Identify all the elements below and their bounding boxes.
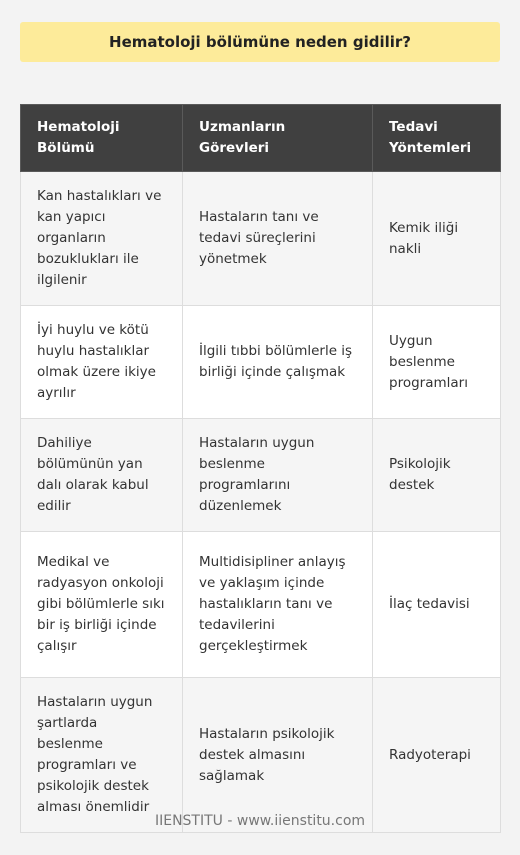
- table-cell: Uygun beslenme programları: [373, 306, 501, 419]
- table-cell: Kemik iliği nakli: [373, 172, 501, 306]
- table-row: [21, 678, 501, 833]
- column-header-duties: Uzmanların Görevleri: [183, 105, 373, 172]
- table-row: [21, 419, 501, 532]
- table-cell: Hastaların uygun beslenme programlarını düzenlemek: [183, 419, 373, 532]
- table-cell: Kan hastalıkları ve kan yapıcı organların bozuklukları ile ilgilenir: [21, 172, 183, 306]
- table-cell: Radyoterapi: [373, 678, 501, 833]
- table-cell: Dahiliye bölümünün yan dalı olarak kabul edilir: [21, 419, 183, 532]
- table-cell: Hastaların psikolojik destek almasını sağlamak: [183, 678, 373, 833]
- table-cell: İyi huylu ve kötü huylu hastalıklar olmak üzere ikiye ayrılır: [21, 306, 183, 419]
- table-row: [21, 306, 501, 419]
- table-row: [21, 532, 501, 678]
- table-header-row: [21, 105, 501, 172]
- table-cell: Psikolojik destek: [373, 419, 501, 532]
- page-title: Hematoloji bölümüne neden gidilir?: [20, 22, 500, 62]
- table-cell: Multidisipliner anlayış ve yaklaşım içinde hastalıkların tanı ve tedavilerini gerçekleştirmek: [183, 532, 373, 678]
- table-cell: İlaç tedavisi: [373, 532, 501, 678]
- column-header-treatments: Tedavi Yöntemleri: [373, 105, 501, 172]
- column-header-department: Hematoloji Bölümü: [21, 105, 183, 172]
- table-cell: İlgili tıbbi bölümlerle iş birliği içinde çalışmak: [183, 306, 373, 419]
- info-table: [20, 104, 501, 833]
- table-cell: Hastaların tanı ve tedavi süreçlerini yönetmek: [183, 172, 373, 306]
- table-row: [21, 172, 501, 306]
- footer-brand: IIENSTITU - www.iienstitu.com: [154, 813, 366, 829]
- table-cell: Medikal ve radyasyon onkoloji gibi bölümlerle sıkı bir iş birliği içinde çalışır: [21, 532, 183, 678]
- table-cell: Hastaların uygun şartlarda beslenme programları ve psikolojik destek alması önemlidir: [21, 678, 183, 833]
